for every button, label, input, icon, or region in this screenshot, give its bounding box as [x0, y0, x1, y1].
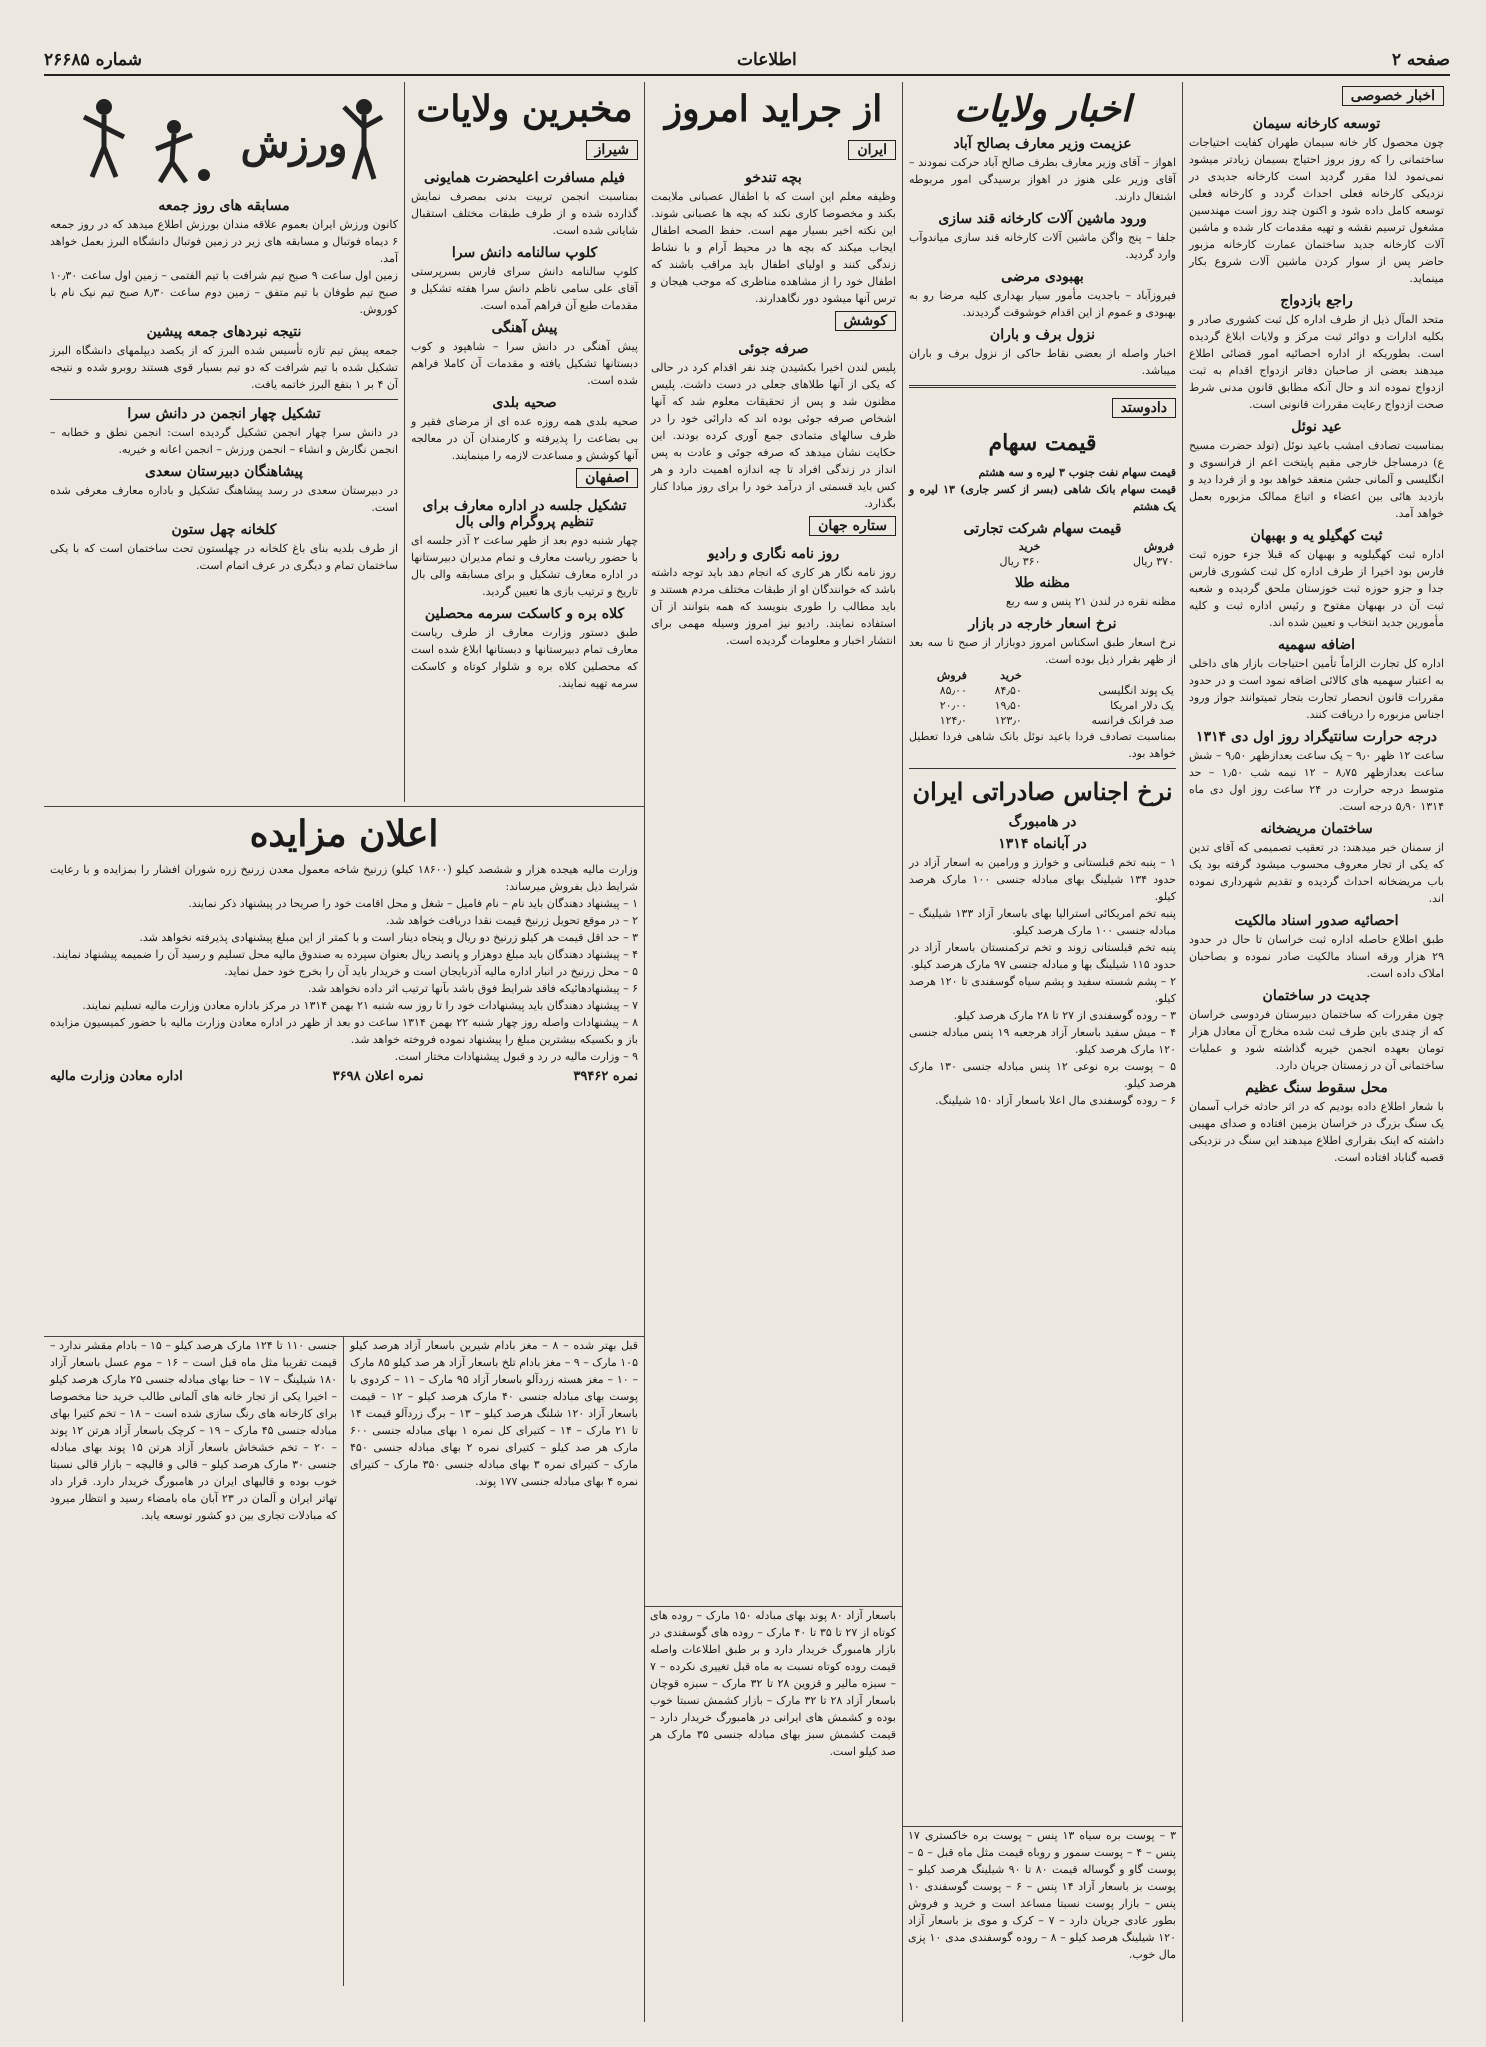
item-text: چون مقررات که ساختمان دبیرستان فردوسی خراسان که از چندی باین طرف ثبت شده مخارج آن معادل هزار تومان بعهده انجمن خیریه گذاشته شود و عملیات ساختمانی آن در زمستان جریان دارد. [1189, 1008, 1444, 1072]
sub-section: کوشش [835, 311, 896, 331]
item-title: جدیت در ساختمان [1262, 988, 1371, 1004]
export-item: ۱ – پنبه تخم قبلستانی و خوارز و ورامین به اسعار آزاد در حدود ۱۳۴ شیلینگ بهای مبادله جنسی ۱۰۰ مارک هرصد کیلو. [909, 856, 1176, 903]
export-item: ۶ – روده گوسفندی مال اعلا باسعار آزاد ۱۵۰ شیلینگ. [935, 1094, 1176, 1107]
forex-title: نرخ اسعار خارجه در بازار [968, 616, 1117, 632]
item-text: طبق دستور وزارت معارف از طرف ریاست معارف تمام دبیرستانها و دبستانها ابلاغ شده است که محصلین کلاه بره و شلوار کوتاه و کاسکت سرمه تهیه نمایند. [411, 626, 638, 690]
export-item: ۲ – پشم شسته سفید و پشم سیاه گوسفندی تا ۱۲۰ هرصد کیلو. [909, 975, 1176, 1005]
column-private-news [1182, 82, 1450, 2022]
item-text: روز نامه نگار هر کاری که انجام دهد باید توجه داشته باشد که خوانندگان او از طبقات مختلف مردم هستند و باید مطالب را طوری بنویسد که همه بتوانند از آن استفاده نمایند. رادیو نیز امروز وسیله مهمی برای انتشار اخبار و معلومات گردیده است. [651, 566, 896, 647]
export-title: نرخ اجناس صادراتی ایران [912, 777, 1173, 806]
item-title: بهبودی مرضی [1001, 269, 1084, 285]
item-title: اضافه سهمیه [1277, 637, 1356, 653]
item-title: صرفه جوئی [738, 341, 809, 357]
sub-section: ایران [848, 140, 896, 160]
item-title: ساختمان مریضخانه [1260, 821, 1373, 837]
item-text: طبق اطلاع حاصله اداره ثبت خراسان تا حال در حدود ۲۹ هزار ورقه اسناد مالکیت صادر نموده و بصاحبان املاک داده است. [1189, 933, 1444, 980]
forex-text: نرخ اسعار طبق اسکناس امروز دوبازار از صبح تا سه بعد از ظهر بقرار ذیل بوده است. [909, 636, 1176, 666]
bottom-col-d [902, 1826, 1182, 1986]
continuation-text: باسعار آزاد ۸۰ پوند بهای مبادله ۱۵۰ مارک – روده های کوتاه از ۲۷ تا ۳۵ تا ۴۰ مارک – روده های گوسفندی در بازار هامبورگ خریدار دارد و بر طبق اطلاعات واصله قیمت روده کوتاه نسبت به ماه قبل تغییری نکرده – ۷ – سبزه مالیر و قزوین ۲۸ تا ۳۲ مارک – سبزه قوچان باسعار آزاد ۲۸ تا ۳۲ مارک – بازار کشمش نسبتا خوب بوده و کشمش های ایرانی در هامبورگ خریدار دارد – قیمت کشمش سبز بهای مبادله جنسی ۳۵ مارک هر صد کیلو است. [650, 1609, 897, 1758]
item-title: بچه تندخو [745, 170, 802, 186]
item-text: ساعت ۱۲ ظهر ۹٫۰ – یک ساعت بعدازظهر ۹٫۵۰ – شش ساعت بعدازظهر ۸٫۷۵ – ۱۲ نیمه شب ۱٫۵۰ – حد متوسط درجه حرارت در ۲۴ ساعت روز اول دی ماه ۱۳۱۴ ۵٫۹۰ درجه است. [1189, 749, 1444, 813]
item-text: در دانش سرا چهار انجمن تشکیل گردیده است: انجمن نطق و خطابه – انجمن نگارش و انشاء – انجمن ورزش – انجمن اعانه و خیریه. [50, 426, 398, 456]
item-text: صحیه بلدی همه روزه عده ای از مرضای فقیر و بی بضاعت را پذیرفته و کارمندان آن در معالجه آنها کوشش و مساعدت لازمه را مینمایند. [411, 415, 638, 462]
item-title: محل سقوط سنگ عظیم [1245, 1080, 1388, 1096]
ad-condition: ۳ – حد اقل قیمت هر کیلو زرنیخ دو ریال و پنجاه دینار است و با کمتر از این مبلغ پیشنهادی پذیرفته نخواهد شد. [139, 931, 638, 944]
item-text: از طرف بلدیه بنای باغ کلخانه در چهلستون تحت ساختمان است که با یکی ساختمان تمام و دیگری در عرف اتمام است. [50, 542, 398, 572]
svg-text:ورزش: ورزش [240, 120, 348, 167]
item-text: در دبیرستان سعدی در رسد پیشاهنگ تشکیل و باداره معارف معرفی شده است. [50, 484, 398, 514]
item-text: اخبار واصله از بعضی نقاط حاکی از نزول برف و باران میباشد. [909, 347, 1176, 377]
item-title: ثبت کهگیلو یه و بهبهان [1250, 528, 1383, 544]
item-title: کلوپ سالنامه دانش سرا [451, 245, 598, 261]
item-text: جمعه پیش تیم تازه تأسیس شده البرز که از یکصد دیپلمهای دانشگاه البرز تشکیل شده با تیم شرافت که دو تیم بسیار قوی هستند روبرو شده و نتیجه آن ۴ بر ۱ بنفع البرز خاتمه یافت. [50, 344, 398, 391]
column-correspondents [404, 82, 644, 802]
item-text: پلیس لندن اخیرا بکشیدن چند نفر اقدام کرد در حالی که یکی از آنها طلاهای جعلی در دست داشت. پلیس مظنون شد و پس از تحقیقات معلوم شد که آنها اشخاص صرفه جوئی بوده اند که دارائی خود را در ظرف سالهای متمادی جمع آوری کرده بودند. این حکایت نشان میدهد که صرفه جوئی و عادت به پس انداز در زندگی افراد تا چه اندازه اهمیت دارد و هر کس باید قسمتی از درآمد خود را برای روز مبادا کنار بگذارد. [651, 361, 896, 510]
forex-note: بمناسبت تصادف فردا باعید نوئل بانک شاهی فردا تعطیل خواهد بود. [909, 730, 1176, 760]
ad-condition: ۱ – پیشنهاد دهندگان باید نام – نام فامیل – شغل و محل اقامت خود را صریحا در پیشنهاد ذکر نمایند. [188, 897, 638, 910]
ad-title: اعلان مزایده [249, 813, 439, 855]
section-title: مخبرین ولایات [416, 88, 633, 130]
export-item: ۵ – پوست بره نوعی ۱۲ پنس مبادله جنسی ۱۳۰ مارک هرصد کیلو. [909, 1060, 1177, 1090]
continuation-text: جنسی ۱۱۰ تا ۱۲۴ مارک هرصد کیلو – ۱۵ – بادام مقشر ندارد – قیمت تقریبا مثل ماه قبل است – ۱۶ – موم عسل باسعار آزاد ۱۸۰ شیلینگ – ۱۷ – حنا بهای مبادله جنسی ۲۵ مارک هرصد کیلو – اخیرا یکی از تجار خانه های آلمانی طالب خرید حنا مخصوصا برای کارخانه های رنگ سازی شده است – ۱۸ – تخم کتیرا بهای مبادله جنسی ۴۵ مارک – ۱۹ – کرچک باسعار آزاد هرتن ۱۲ پوند – ۲۰ – تخم خشخاش باسعار آزاد هرتن ۱۵ پوند بهای مبادله جنسی ۳۰ مارک هرصد کیلو – قالی و قالیچه – بازار قالی نسبتا خوب بوده و قالیهای ایران در هامبورگ خریدار دارد. قرار داد تهاتر ایران و آلمان در ۲۳ آبان ماه بامضاء رسید و انتظار میرود که مبادلات تجاری بین دو کشور توسعه یابد. [50, 1339, 338, 1522]
item-text: کلوپ سالنامه دانش سرای فارس بسرپرستی آقای علی سامی ناظم دانش سرا هفته تشکیل و مقدمات طبع آن فراهم آمده است. [411, 265, 638, 312]
paper-name: اطلاعات [737, 50, 797, 70]
continuation-text: قبل بهتر شده – ۸ – مغز بادام شیرین باسعار آزاد هرصد کیلو ۱۰۵ مارک – ۹ – مغز بادام تلخ باسعار آزاد هر صد کیلو ۸۵ مارک – ۱۰ – مغز هسته زردآلو باسعار آزاد ۹۵ مارک – ۱۱ – کردوی با پوست بهای مبادله جنسی ۴۰ مارک هرصد کیلو – ۱۲ – قیمت باسعار آزاد ۱۲۰ شلنگ هرصد کیلو – ۱۳ – برگ زردآلو قیمت ۱۴ تا ۲۱ مارک – ۱۴ – کتیرای کل نمره ۱ بهای مبادله جنسی ۶۰۰ مارک هر صد کیلو – کتیرای نمره ۲ بهای مبادله جنسی ۴۵۰ مارک – کتیرای نمره ۳ بهای مبادله جنسی ۳۵۰ مارک – کتیرای نمره ۴ بهای مبادله جنسی ۱۷۷ پوند. [350, 1339, 639, 1488]
col-head: فروش [1143, 540, 1174, 553]
bottom-col-b [344, 1336, 644, 1986]
bottom-col-a [44, 1336, 344, 1986]
item-title: فیلم مسافرت اعلیحضرت همایونی [424, 170, 625, 186]
table-row: صد فرانک فرانسه ۱۲۳٫۰ ۱۲۴٫۰ [939, 714, 1174, 727]
item-text: چون محصول کار خانه سیمان طهران کفایت احتیاجات ساختمانی را که روز بروز احتیاج بسیمان زیادتر میشود نمی‌نمود لذا مقرر گردید است کارخانه جدیدی در نزدیکی کارخانه فعلی احداث گردد و کارخانه فعلی توسعه کامل داده شود و اکنون چند روز است مهندسین مشغول ترسیم نقشه و تهیه مقدمات کار شده و ماشین آلات کارخانه جدید ساختمان عمارت کارخانه مزبور حاضر پس از سوار کردن ماشین آلات شروع بکار مینماید. [1189, 136, 1444, 285]
sub-section: اصفهان [576, 468, 638, 488]
item-title: احصائیه صدور اسناد مالکیت [1234, 913, 1399, 929]
sub-section: شیراز [586, 140, 638, 160]
table-row: ۳۷۰ ریال ۳۶۰ ریال [999, 555, 1174, 568]
column-sports [44, 82, 404, 802]
item-title: نزول برف و باران [989, 327, 1096, 343]
item-text: جلفا – پنج واگن ماشین آلات کارخانه قند سازی میاندوآب وارد گردید. [909, 231, 1176, 261]
item-text: کانون ورزش ایران بعموم علاقه مندان بورزش اطلاع میدهد که در روز جمعه ۶ دیماه فوتبال و مسابقه های زیر در زمین فوتبال دانشگاه البرز بعمل خواهد آمد. [50, 218, 398, 265]
issue-label: شماره ۲۶۶۸۵ [44, 50, 142, 70]
item-title: درجه حرارت سانتیگراد روز اول دی ۱۳۱۴ [1196, 729, 1437, 745]
newspaper-page [44, 46, 1450, 2022]
item-text: چهار شنبه دوم بعد از ظهر ساعت ۲ آذر جلسه ای با حضور ریاست معارف و تمام مدیران دبیرستانها در اداره معارف تشکیل و برای مسابقه والی بال تاریخ و ترتیب بازی ها تعیین گردید. [411, 534, 638, 598]
export-date: در آبانماه ۱۳۱۴ [998, 836, 1087, 852]
stock-line: قیمت سهام بانک شاهی (بسر از کسر جاری) ۱۳ لیره و یک هشتم [909, 483, 1176, 513]
ad-number2: نمره اعلان ۳۶۹۸ [332, 1069, 424, 1084]
ad-condition: ۲ – در موقع تحویل زرنیخ قیمت نقدا دریافت خواهد شد. [385, 914, 638, 927]
item-title: تشکیل چهار انجمن در دانش سرا [127, 406, 321, 422]
export-sub: در هامبورگ [1008, 814, 1077, 830]
exchange-title: دادوستد [1112, 398, 1176, 418]
item-text: اهواز – آقای وزیر معارف بطرف صالح آباد حرکت نمودند – آقای وزیر علی هنوز در اهواز برسیدگی امور مربوطه اشتغال دارند. [909, 156, 1176, 203]
section-title: از جراید امروز [664, 88, 883, 130]
sub-section: ستاره جهان [809, 516, 896, 536]
gold-title: مظنه طلا [1014, 575, 1071, 591]
ad-signature: اداره معادن وزارت مالیه [50, 1069, 183, 1084]
item-title: پیش آهنگی [491, 320, 558, 336]
item-title: ورود ماشین آلات کارخانه قند سازی [938, 211, 1147, 227]
item-title: تشکیل جلسه در اداره معارف برای تنظیم پروگرام والی بال [422, 498, 627, 530]
ad-number: نمره ۳۹۴۶۲ [573, 1069, 638, 1084]
item-title: عید نوئل [1291, 419, 1342, 435]
item-text: بمناسبت تصادف امشب باعید نوئل (تولد حضرت مسیح ع) درمساجل خارجی مقیم پایتخت اعم از فرانسوی و انگلیسی و آلمانی جشن منعقد خواهد بود و از فردا دید و بازدید هائی بین اعضاء و اتباع ممالک مزبوره بعمل خواهد آمد. [1189, 439, 1444, 520]
item-text: زمین اول ساعت ۹ صبح تیم شرافت با تیم الفتمی – زمین اول ساعت ۱۰٫۳۰ صبح تیم طوفان با تیم متفق – زمین دوم ساعت ۸٫۳۰ صبح تیم نیک نام با کوروش. [50, 269, 399, 316]
col-head: خرید [1018, 540, 1041, 553]
item-title: روز نامه نگاری و رادیو [707, 546, 840, 562]
stock-title: قیمت سهام [988, 430, 1097, 456]
auction-ad [44, 806, 644, 1326]
item-text: متحد المآل ذیل از طرف اداره کل ثبت کشوری صادر و بکلیه ادارات و دوائر ثبت مرکز و ولایات ابلاغ گردیده است. بطوریکه از اداره احصائیه امور قضائی اطلاع میدهند بعضی از صاحبان دفاتر ازدواج اقدام به ثبت ازدواج نموده اند و حال آنکه مطابق قانون مدنی شرط صحت ازدواج رعایت مقررات قانونی است. [1189, 313, 1444, 411]
item-title: کلاه بره و کاسکت سرمه محصلین [424, 606, 625, 622]
item-text: اداره کل تجارت الزاماً تأمین احتیاجات بازار های داخلی به اعتبار سهمیه های کالائی اضافه نمود است و در حدود مقررات قانون انحصار تجارت بتجار تمیتوانند جواز ورود اجناس مزبوره را دریافت کنند. [1189, 657, 1444, 721]
item-text: اداره ثبت کهگیلویه و بهبهان که قبلا جزء حوزه ثبت فارس بود اخیرا از طرف اداره کل ثبت کشوری فارس جدا و جزو حوزه ثبت خوزستان ملحق گردیده و شعبه ثبت آن در بهبهان مفتوح و رئیس اداره ثبت و کلیه مأمورین جدید انتخاب و تعیین شده اند. [1189, 548, 1444, 629]
gold-text: مظنه نقره در لندن ۲۱ پنس و سه ربع [1005, 595, 1176, 608]
export-item: ۴ – میش سفید باسعار آزاد هرجعبه ۱۹ پنس مبادله جنسی ۱۲۰ مارک هرصد کیلو. [909, 1026, 1176, 1056]
section-title: اخبار خصوصی [1342, 86, 1444, 106]
ad-condition: ۸ – پیشنهادات واصله روز چهار شنبه ۲۲ بهمن ۱۳۱۴ ساعت دو بعد از ظهر در اداره معادن وزارت مالیه با حضور کمیسیون مزایده باز و بکسیکه بیشترین مبلغ را پیشنهاد نموده فروخته خواهد شد. [50, 1016, 639, 1046]
table-row: یک پوند انگلیسی ۸۴٫۵۰ ۸۵٫۰۰ [939, 684, 1174, 697]
ad-condition: ۴ – پیشنهاد دهندگان باید مبلغ دوهزار و پانصد ریال بعنوان سپرده به صندوق مالیه محل تسلیم و رسید آن را ضمیمه پیشنهاد نمایند. [52, 948, 638, 961]
item-text: وظیفه معلم این است که با اطفال عصبانی ملایمت بکند و مخصوصا کاری نکند که بچه ها عصبانی شوند. این نکته اخیر بسیار مهم است. حفظ الصحه اطفال ایجاب میکند که بچه ها در محیط آرام و با نشاط زندگی کنند و اولیای اطفال باید مراقب باشند که اطفال خود را از مشاهده مناظری که موجب هیجان و ترس آنها میشود دور نگاهدارند. [651, 190, 896, 305]
continuation-text: ۳ – پوست بره سیاه ۱۳ پنس – پوست بره خاکستری ۱۷ پنس – ۴ – پوست سمور و روباه قیمت مثل ماه قبل – ۵ – پوست گاو و گوساله قیمت ۸۰ تا ۹۰ شیلینگ هرصد کیلو – پوست بز باسعار آزاد ۱۴ پنس – ۶ – پوست گوسفندی ۱۰ پنس – بازار پوست نسبتا مساعد است و خرید و فروش بطور عادی جریان دارد – ۷ – کرک و موی بز باسعار آزاد ۱۲۰ شیلینگ هرصد کیلو – ۸ – روده گوسفندی مدی ۱۰ پزی مال خوب. [908, 1829, 1177, 1961]
section-title: اخبار ولایات [954, 88, 1131, 130]
ad-condition: ۹ – وزارت مالیه در رد و قبول پیشنهادات مختار است. [394, 1050, 638, 1063]
item-text: از سمنان خبر میدهند: در تعقیب تصمیمی که آقای تدین که یکی از تجار معروف محسوب میشود گرفته بود یک باب مریضخانه احداث گردیده و تقدیم شهرداری نموده اند. [1189, 841, 1444, 905]
page-label: صفحه ۲ [1391, 50, 1450, 70]
item-text: پیش آهنگی در دانش سرا – شاهپود و کوب دبستانها تشکیل یافته و مقدمات آن کاملا فراهم شده است. [411, 340, 638, 387]
company-table [909, 539, 1176, 569]
sports-illustration [50, 82, 398, 192]
company-title: قیمت سهام شرکت تجارتی [963, 521, 1122, 537]
item-title: راجع بازدواج [1280, 293, 1353, 309]
item-text: با شعار اطلاع داده بودیم که در اثر حادثه خراب آسمان یک سنگ بزرگ در خراسان بزمین افتاده و صدای مهیبی داشته که اینک بقراری اطلاع میدهند این سنگ در نزدیکی قصبه گناباد افتاده است. [1189, 1100, 1444, 1164]
top-bar [44, 46, 1450, 76]
item-title: عزیمت وزیر معارف بصالح آباد [953, 136, 1132, 152]
ad-condition: ۶ – پیشنهادهائیکه فاقد شرایط فوق باشد بآنها ترتیب اثر داده نخواهد شد. [307, 982, 638, 995]
item-title: کلخانه چهل ستون [171, 522, 277, 538]
item-title: مسابقه های روز جمعه [158, 198, 290, 214]
export-item: پنبه تخم قبلستانی زوند و تخم ترکمنستان باسعار آزاد در حدود ۱۱۵ شیلینگ بها و مبادله جنسی ۹۷ مارک هرصد کیلو. [909, 941, 1176, 971]
ad-condition: ۷ – پیشنهاد دهندگان باید پیشنهادات خود را تا روز سه شنبه ۲۱ بهمن ۱۳۱۴ در مرکز باداره معادن وزارت مالیه تسلیم نمایند. [82, 999, 638, 1012]
item-title: توسعه کارخانه سیمان [1252, 116, 1381, 132]
ad-condition: ۵ – محل زرنیخ در انبار اداره مالیه آذربایجان است و خریدار باید آن را بخرج خود حمل نماید. [224, 965, 638, 978]
item-title: صحیه بلدی [492, 395, 557, 411]
export-item: پنبه تخم امریکائی استرالیا بهای باسعار آزاد ۱۳۳ شیلینگ – مبادله جنسی ۱۰۰ مارک هرصد کیلو. [909, 907, 1176, 937]
athletes-icon [64, 87, 384, 187]
bottom-col-c [644, 1606, 902, 1986]
table-row: یک دلار امریکا ۱۹٫۵۰ ۲۰٫۰۰ [939, 699, 1174, 712]
item-title: نتیجه نبردهای جمعه پیشین [146, 324, 302, 340]
forex-table: خرید فروش یک پوند انگلیسی ۸۴٫۵۰ ۸۵٫۰۰ یک دلار امریکا ۱۹٫۵۰ ۲۰٫۰۰ صد فرانک فرانسه ۱۲۳٫۰ ۱۲۴٫۰ [909, 668, 1176, 728]
item-text: بمناسبت انجمن تربیت بدنی بمصرف نمایش گذارده شده و از طرف طبقات مختلف استقبال شایانی شده است. [411, 190, 638, 237]
item-text: فیروزآباد – باجدیت مأمور سیار بهداری کلیه مرضا رو به بهبودی و عموم از این اقدام خوشوقت گردیدند. [909, 289, 1176, 319]
stock-line: قیمت سهام نفت جنوب ۳ لیره و سه هشتم [978, 466, 1176, 479]
column-provincial-news [902, 82, 1182, 2022]
export-item: ۳ – روده گوسفندی از ۲۷ تا ۲۸ مارک هرصد کیلو. [953, 1009, 1176, 1022]
item-title: پیشاهنگان دبیرستان سعدی [145, 464, 303, 480]
ad-text: وزارت مالیه هیجده هزار و ششصد کیلو (۱۸۶۰۰ کیلو) زرنیخ شاخه معمول معدن زرنیخ زره شوران افشار را بمزایده و با رعایت شرایط ذیل بفروش میرساند: [50, 863, 638, 893]
